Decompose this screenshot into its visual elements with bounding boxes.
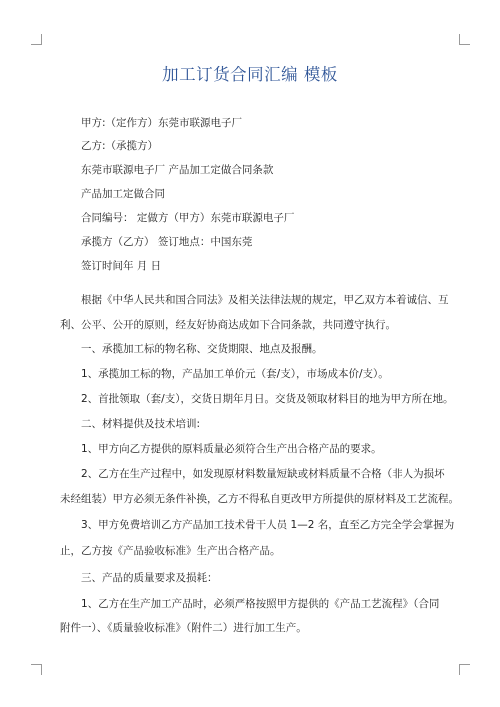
document-title: 加工订货合同汇编 模板 xyxy=(162,65,338,84)
party-a-line: 甲方:（定作方）东莞市联源电子厂 xyxy=(81,117,243,129)
contract-name: 产品加工定做合同 xyxy=(81,188,165,200)
preamble-line-2: 利、公平、公开的原则，经友好协商达成如下合同条款，共同遵守执行。 xyxy=(60,319,396,331)
section-3-item-1-line-2: 附件一）、《质量验收标准》（附件二）进行加工生产。 xyxy=(60,622,307,634)
section-3-heading: 三、产品的质量要求及损耗： xyxy=(81,572,218,584)
section-2-item-3-line-1: 3、甲方免费培训乙方产品加工技术骨干人员 1—2 名，直至乙方完全学会掌握为 xyxy=(81,519,455,531)
section-2-item-3-line-2: 止，乙方按《产品验收标准》生产出合格产品。 xyxy=(60,545,281,557)
section-2-heading: 二、材料提供及技术培训: xyxy=(81,418,201,430)
section-3-item-1-line-1: 1、乙方在生产加工产品时，必须严格按照甲方提供的《产品工艺流程》（合同 xyxy=(81,598,440,610)
section-1-item-1: 1、承揽加工标的物，产品加工单价元（套/支），市场成本价/支）。 xyxy=(81,368,389,380)
signing-place-line: 承揽方（乙方） 签订地点：中国东莞 xyxy=(81,236,253,248)
party-b-line: 乙方:（承揽方） xyxy=(81,140,159,152)
section-2-item-1: 1、甲方向乙方提供的原料质量必须符合生产出合格产品的要求。 xyxy=(81,443,382,455)
section-2-item-2-line-1: 2、乙方在生产过程中，如发现原材料数量短缺或材料质量不合格（非人为损坏 xyxy=(81,468,445,480)
crop-mark-bottom-left xyxy=(31,664,42,675)
section-1-heading: 一、承揽加工标的物名称、交货期限、地点及报酬。 xyxy=(81,343,323,355)
signing-date-line: 签订时间年 月 日 xyxy=(81,260,162,272)
crop-mark-top-left xyxy=(31,34,42,45)
section-2-item-2-line-2: 未经组装）甲方必须无条件补换，乙方不得私自更改甲方所提供的原材料及工艺流程。 xyxy=(60,493,459,505)
preamble-line-1: 根据《中华人民共和国合同法》及相关法律法规的规定，甲乙双方本着诚信、互 xyxy=(81,294,449,306)
crop-mark-top-right xyxy=(459,34,470,45)
contract-clauses-heading: 东莞市联源电子厂 产品加工定做合同条款 xyxy=(81,164,274,176)
contract-number-line: 合同编号： 定做方（甲方）东莞市联源电子厂 xyxy=(81,212,295,224)
section-1-item-2: 2、首批领取（套/支），交货日期年月日。交货及领取材料目的地为甲方所在地。 xyxy=(81,393,454,405)
crop-mark-bottom-right xyxy=(459,664,470,675)
